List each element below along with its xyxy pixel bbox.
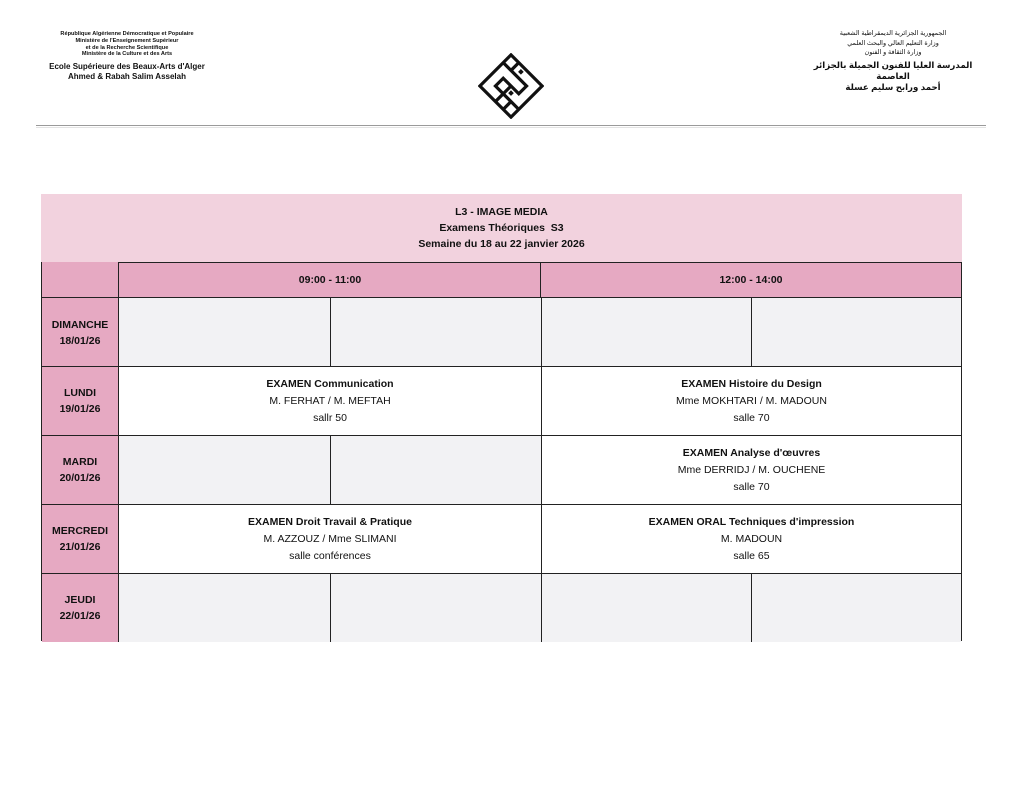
exam-title: EXAMEN Analyse d'œuvres [682, 446, 821, 459]
exam-staff: M. FERHAT / M. MEFTAH [269, 394, 391, 407]
header-corner [41, 262, 118, 297]
day-name: LUNDI [63, 387, 97, 399]
exam-room: salle conférences [289, 549, 371, 562]
day-row-lundi [42, 366, 961, 435]
day-name: DIMANCHE [51, 318, 109, 331]
exam-title: EXAMEN ORAL Techniques d'impression [648, 515, 855, 528]
empty-cell [119, 574, 330, 642]
exam-staff: M. AZZOUZ / Mme SLIMANI [263, 532, 397, 545]
school-logo-icon [478, 53, 544, 119]
ministry-ar-1: وزارة التعليم العالي والبحث العلمي [847, 39, 939, 47]
exam-cell [541, 436, 961, 504]
slot-afternoon: 12:00 - 14:00 [540, 262, 962, 297]
empty-cell [330, 436, 541, 504]
day-label [42, 298, 119, 367]
exam-title: EXAMEN Communication [266, 377, 394, 390]
empty-cell [119, 298, 330, 367]
empty-cell [751, 298, 961, 367]
exam-room: salle 65 [733, 549, 770, 562]
day-label [42, 505, 119, 573]
week-label: Semaine du 18 au 22 janvier 2026 [418, 238, 585, 250]
exam-cell [119, 367, 541, 435]
schedule-grid [41, 297, 962, 641]
day-name: MERCREDI [51, 525, 108, 537]
schedule-banner [41, 194, 962, 262]
ministry-fr-3: Ministère de la Culture et des Arts [81, 51, 173, 58]
day-date: 22/01/26 [59, 610, 101, 622]
exam-room: sallr 50 [313, 411, 347, 424]
empty-cell [119, 436, 330, 504]
day-row-mardi [42, 435, 961, 504]
school-name-fr: Ecole Supérieure des Beaux-Arts d'Alger [49, 62, 205, 72]
exam-cell [119, 505, 541, 573]
exam-title: EXAMEN Droit Travail & Pratique [248, 515, 412, 528]
exam-staff: M. MADOUN [720, 532, 783, 545]
slot-morning: 09:00 - 11:00 [118, 262, 541, 297]
republic-ar: الجمهورية الجزائرية الديمقراطية الشعبية [839, 30, 947, 37]
header-divider-light [36, 127, 986, 128]
ministry-fr-1: Ministère de l'Enseignement Supérieur [75, 37, 179, 44]
day-date: 21/01/26 [59, 541, 101, 553]
day-row-jeudi [42, 573, 961, 642]
letterhead-left [34, 31, 220, 82]
exam-room: salle 70 [733, 480, 770, 493]
day-name: MARDI [62, 456, 98, 468]
exam-cell [541, 367, 961, 435]
ministry-ar-2: وزارة الثقافة و الفنون [864, 49, 922, 57]
empty-cell [541, 574, 752, 642]
day-date: 18/01/26 [59, 334, 101, 347]
empty-cell [330, 574, 541, 642]
day-label [42, 574, 119, 642]
school-name-ar: المدرسة العليا للفنون الجميلة بالجزائر العاصمة [813, 59, 973, 81]
day-label [42, 436, 119, 504]
day-label [42, 367, 119, 435]
day-row-dimanche [42, 298, 961, 367]
ministry-fr-2: et de la Recherche Scientifique [85, 44, 169, 51]
letterhead-right [798, 29, 988, 93]
day-row-mercredi [42, 504, 961, 573]
timeslot-header [41, 262, 962, 297]
header-divider [36, 125, 986, 126]
exam-subtitle: Examens Théoriques S3 [439, 222, 564, 234]
school-sub-fr: Ahmed & Rabah Salim Asselah [68, 72, 186, 82]
day-date: 20/01/26 [59, 472, 101, 484]
empty-cell [751, 574, 961, 642]
school-sub-ar: أحمد ورابح سليم عسلة [845, 82, 941, 93]
empty-cell [541, 298, 752, 367]
empty-cell [330, 298, 541, 367]
exam-cell [541, 505, 961, 573]
program-title: L3 - IMAGE MEDIA [455, 206, 548, 218]
day-name: JEUDI [64, 594, 96, 606]
exam-staff: Mme MOKHTARI / M. MADOUN [676, 394, 827, 407]
exam-room: salle 70 [733, 411, 770, 424]
day-date: 19/01/26 [59, 403, 101, 415]
exam-title: EXAMEN Histoire du Design [681, 377, 822, 390]
exam-staff: Mme DERRIDJ / M. OUCHENE [677, 463, 826, 476]
republic-fr: République Algérienne Démocratique et Populaire [60, 31, 194, 37]
